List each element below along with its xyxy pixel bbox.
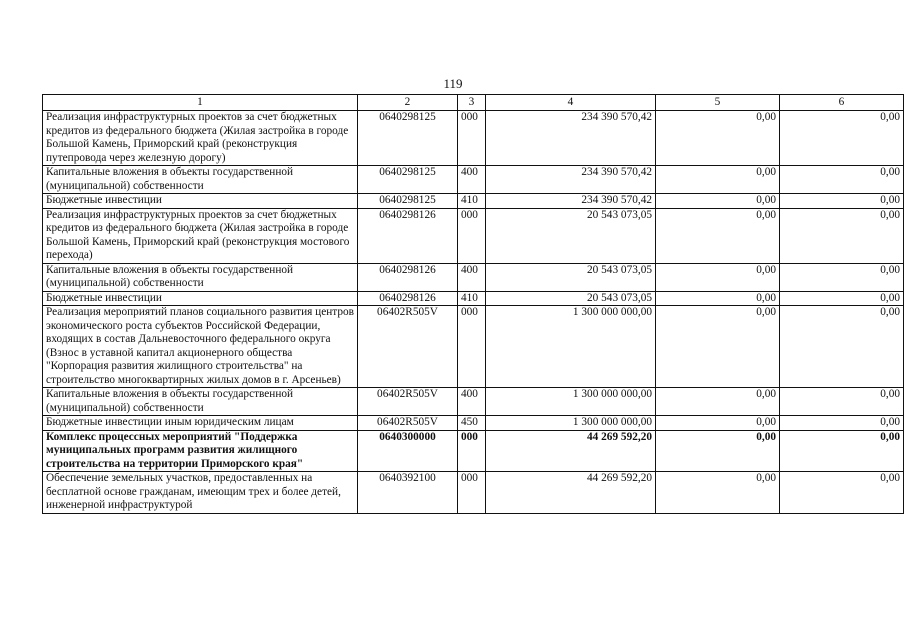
table-row: [43, 388, 904, 416]
row-name: Бюджетные инвестиции иным юридическим лицам: [43, 416, 358, 431]
table-header-row: [43, 95, 904, 111]
row-amount: 44 269 592,20: [486, 430, 656, 472]
table-row: [43, 306, 904, 388]
row-expense-type: 410: [458, 291, 486, 306]
column-header-5: 5: [656, 95, 780, 111]
row-expense-type: 000: [458, 472, 486, 514]
row-col5: 0,00: [656, 166, 780, 194]
table-row: [43, 208, 904, 263]
row-col6: 0,00: [780, 472, 904, 514]
row-amount: 44 269 592,20: [486, 472, 656, 514]
table-row: [43, 291, 904, 306]
row-target-code: 06402R505V: [358, 416, 458, 431]
table-row: [43, 263, 904, 291]
row-target-code: 0640298126: [358, 263, 458, 291]
column-header-2: 2: [358, 95, 458, 111]
row-amount: 234 390 570,42: [486, 194, 656, 209]
table-row: [43, 416, 904, 431]
row-expense-type: 000: [458, 430, 486, 472]
row-col6: 0,00: [780, 208, 904, 263]
row-col6: 0,00: [780, 263, 904, 291]
row-expense-type: 000: [458, 306, 486, 388]
row-col5: 0,00: [656, 208, 780, 263]
row-col6: 0,00: [780, 111, 904, 166]
row-target-code: 0640298125: [358, 111, 458, 166]
row-amount: 234 390 570,42: [486, 111, 656, 166]
column-header-1: 1: [43, 95, 358, 111]
row-col5: 0,00: [656, 194, 780, 209]
table-row: [43, 194, 904, 209]
row-amount: 20 543 073,05: [486, 263, 656, 291]
table-row-section: [43, 430, 904, 472]
table-row: [43, 111, 904, 166]
row-target-code: 0640300000: [358, 430, 458, 472]
row-expense-type: 400: [458, 263, 486, 291]
row-col5: 0,00: [656, 430, 780, 472]
row-name: Капитальные вложения в объекты государственной (муниципальной) собственности: [43, 388, 358, 416]
row-col5: 0,00: [656, 388, 780, 416]
row-col6: 0,00: [780, 306, 904, 388]
row-col6: 0,00: [780, 166, 904, 194]
row-col5: 0,00: [656, 416, 780, 431]
row-expense-type: 450: [458, 416, 486, 431]
row-col5: 0,00: [656, 111, 780, 166]
page-number: 119: [443, 76, 463, 91]
row-target-code: 0640298126: [358, 291, 458, 306]
row-expense-type: 400: [458, 388, 486, 416]
row-name: Реализация инфраструктурных проектов за счет бюджетных кредитов из федерального бюджета (Жилая застройка в городе Большой Камень, Приморский край (реконструкция путепровода через железную дорогу): [43, 111, 358, 166]
row-expense-type: 000: [458, 111, 486, 166]
row-name: Реализация мероприятий планов социального развития центров экономического роста субъектов Российской Федерации, входящих в состав Дальневосточного федерального округа (Взнос в уставной капитал акционерного общества "Корпорация развития жилищного строительства" на строительство многоквартирных жилых домов в г. Арсеньев): [43, 306, 358, 388]
row-target-code: 0640392100: [358, 472, 458, 514]
row-col6: 0,00: [780, 194, 904, 209]
column-header-3: 3: [458, 95, 486, 111]
row-amount: 234 390 570,42: [486, 166, 656, 194]
table-row: [43, 166, 904, 194]
row-expense-type: 000: [458, 208, 486, 263]
row-target-code: 0640298125: [358, 194, 458, 209]
row-name: Обеспечение земельных участков, предоставленных на бесплатной основе гражданам, имеющим трех и более детей, инженерной инфраструктурой: [43, 472, 358, 514]
row-amount: 1 300 000 000,00: [486, 388, 656, 416]
row-col5: 0,00: [656, 263, 780, 291]
row-target-code: 06402R505V: [358, 306, 458, 388]
row-name: Бюджетные инвестиции: [43, 291, 358, 306]
row-expense-type: 410: [458, 194, 486, 209]
row-name: Реализация инфраструктурных проектов за счет бюджетных кредитов из федерального бюджета (Жилая застройка в городе Большой Камень, Приморский край (реконструкция мостового перехода): [43, 208, 358, 263]
row-col6: 0,00: [780, 416, 904, 431]
row-col6: 0,00: [780, 291, 904, 306]
row-amount: 20 543 073,05: [486, 291, 656, 306]
row-name: Капитальные вложения в объекты государственной (муниципальной) собственности: [43, 166, 358, 194]
row-target-code: 06402R505V: [358, 388, 458, 416]
row-expense-type: 400: [458, 166, 486, 194]
row-target-code: 0640298125: [358, 166, 458, 194]
row-col5: 0,00: [656, 291, 780, 306]
budget-table: [42, 94, 904, 514]
table-row: [43, 472, 904, 514]
row-name: Капитальные вложения в объекты государственной (муниципальной) собственности: [43, 263, 358, 291]
row-name: Комплекс процессных мероприятий "Поддержка муниципальных программ развития жилищного строительства на территории Приморского края": [43, 430, 358, 472]
column-header-6: 6: [780, 95, 904, 111]
row-col5: 0,00: [656, 306, 780, 388]
row-amount: 1 300 000 000,00: [486, 306, 656, 388]
row-target-code: 0640298126: [358, 208, 458, 263]
row-col6: 0,00: [780, 430, 904, 472]
row-col5: 0,00: [656, 472, 780, 514]
column-header-4: 4: [486, 95, 656, 111]
row-col6: 0,00: [780, 388, 904, 416]
row-amount: 20 543 073,05: [486, 208, 656, 263]
row-name: Бюджетные инвестиции: [43, 194, 358, 209]
row-amount: 1 300 000 000,00: [486, 416, 656, 431]
